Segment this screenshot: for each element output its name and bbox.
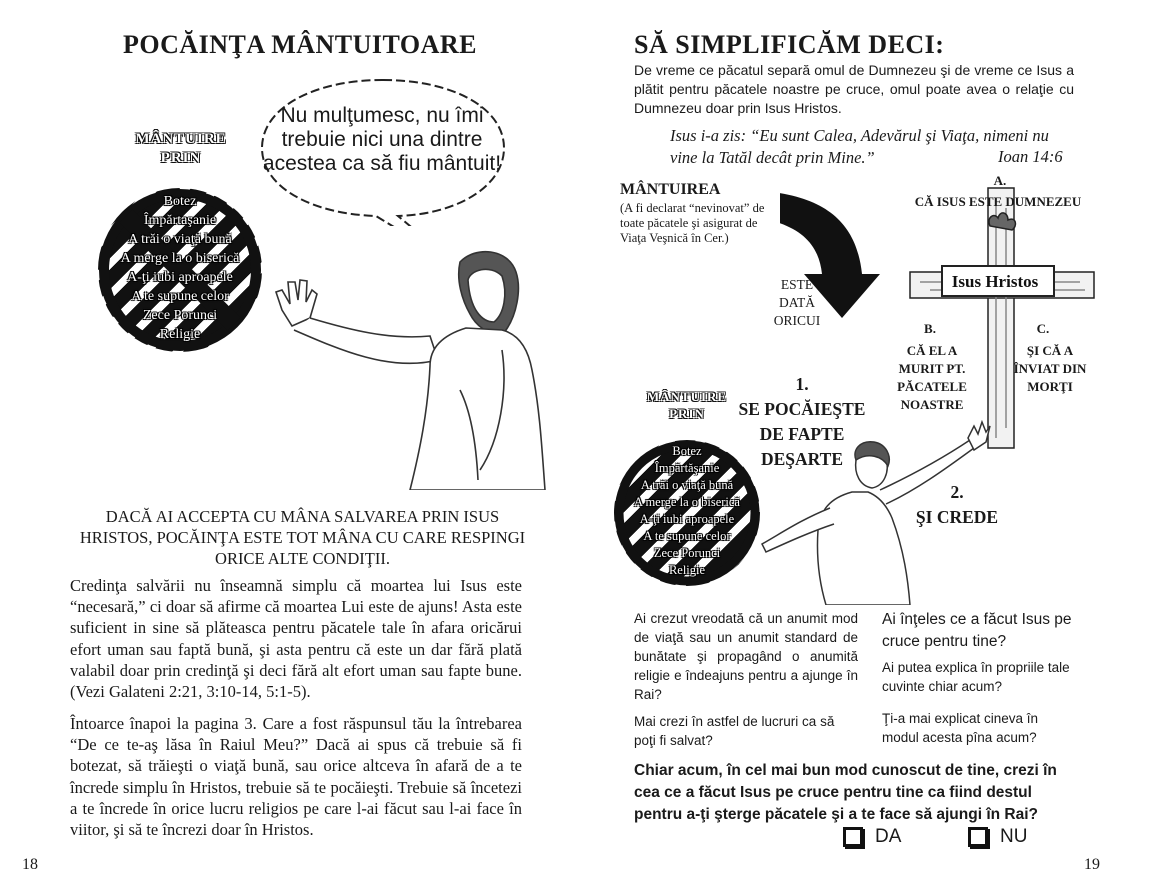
badge-heading: MÂNTUIRE PRIN <box>135 131 227 166</box>
works-item: Religie <box>159 327 201 342</box>
works-item: Botez <box>163 194 197 209</box>
badge-heading: MÂNTUIRE PRIN <box>646 389 728 421</box>
step-1-number: 1. <box>795 374 809 394</box>
works-item: Împărtaşanie <box>143 213 217 228</box>
prohibition-circle <box>98 188 262 352</box>
works-item: Zece Porunci <box>653 546 721 560</box>
works-item: A te supune celor <box>643 529 731 543</box>
works-item: A-ţi iubi aproapele <box>127 270 233 285</box>
step-2-text: ŞI CREDE <box>915 507 999 527</box>
body-paragraph: Întoarce înapoi la pagina 3. Care a fost răspunsul tău la întrebarea “De ce te-aş lăsa în Raiul Meu?” Dacă ai spus că trebuie să fi botezat, să trăieşti o viaţă bună, sau orice altceva în afară de a te încrede simplu în Hristos, trebuie să te pocăieşti. Trebuie să încetezi a te încrede în orice lucru religios pe care l-ai făcut sau l-ai face în viitor, şi să te încrezi doar în Hristos. <box>70 714 522 840</box>
works-item: Împărtăşanie <box>654 461 720 475</box>
page-number: 19 <box>1084 856 1100 873</box>
repentance-statement: DACĂ AI ACCEPTA CU MÂNA SALVAREA PRIN ISUS HRISTOS, POCĂINŢA ESTE TOT MÂNA CU CARE RESPINGI ORICE ALTE CONDIŢII. <box>79 507 526 568</box>
step-1-text: SE POCĂIEŞTE DE FAPTE DEŞARTE <box>738 399 866 469</box>
works-item: A merge la o biserică <box>634 495 740 509</box>
right-page-title: SĂ SIMPLIFICĂM DECI: <box>634 30 945 59</box>
page-number: 18 <box>22 856 38 873</box>
speech-bubble-text: Nu mulţumesc, nu îmi trebuie nici una dintre acestea ca să fiu mântuit! <box>262 104 502 175</box>
salvation-definition: (A fi declarat “nevinovat” de toate păcatele şi asigurat de Viaţa Veşnică în Cer.) <box>620 201 765 245</box>
yes-label: DA <box>875 826 902 847</box>
question-1: Ai crezut vreodată că un anumit mod de viaţă sau un anumit standard de bunătate şi propagând o anumită religie e îndeajuns pentru a ajunge în Rai? <box>634 611 858 702</box>
no-option[interactable] <box>968 826 1027 848</box>
works-item: Religie <box>668 563 706 577</box>
question-3: Ai înţeles ce a făcut Isus pe cruce pentru tine? <box>882 611 1072 650</box>
scripture-quote: Isus i-a zis: “Eu sunt Calea, Adevărul şi Viaţa, nimeni nu vine la Tatăl decât prin Mine.” <box>670 126 1049 167</box>
point-a-label: A. <box>993 173 1007 188</box>
salvation-by-works-badge <box>96 130 266 380</box>
works-item: A merge la o biserică <box>120 251 240 266</box>
salvation-by-works-badge <box>612 388 762 600</box>
works-list <box>98 192 262 344</box>
works-item: A trăi o viaţă bună <box>640 478 734 492</box>
point-b-text: CĂ EL A MURIT PT. PĂCATELE NOASTRE <box>897 343 967 412</box>
left-page-title: POCĂINŢA MÂNTUITOARE <box>122 30 478 59</box>
intro-paragraph: De vreme ce păcatul separă omul de Dumnezeu şi de vreme ce Isus a plătit pentru păcatele noastre pe cruce, omul poate avea o relaţie cu Dumnezeu doar prin Isus Hristos. <box>634 62 1074 116</box>
works-item: A-ţi iubi aproapele <box>639 512 735 526</box>
woman-refusing-illustration <box>270 240 550 490</box>
prohibition-circle <box>614 440 760 586</box>
scripture-reference: Ioan 14:6 <box>998 147 1063 166</box>
woman-reaching-illustration <box>760 420 1020 605</box>
cross-sign-label: Isus Hristos <box>951 272 1039 291</box>
question-4: Ai putea explica în propriile tale cuvinte chiar acum? <box>882 660 1070 694</box>
no-label: NU <box>1000 826 1028 847</box>
final-question: Chiar acum, în cel mai bun mod cunoscut de tine, crezi în cea ce a făcut Isus pe cruce pentru tine ca fiind destul pentru a-ţi şterge păcatele şi a te face să ajungi în Rai? <box>634 762 1057 823</box>
curved-arrow-icon <box>780 190 880 318</box>
checkbox-no[interactable] <box>968 827 988 847</box>
works-item: A trăi o viaţă bună <box>128 232 232 247</box>
body-paragraph: Credinţa salvării nu înseamnă simplu că moartea lui Isus este “necesară,” ci doar să afirme că moartea Lui este de ajuns! Asta este suficient in sine să plăteasca pentru păcatele tale în afara oricărui efort uman sau faptă bună, şi asta pentru că este un dar fără plată valabil doar prin credinţă şi deci fără alt efort uman sau fapte bune. (Vezi Galateni 2:21, 3:10-14, 5:1-5). <box>70 576 522 702</box>
step-2-number: 2. <box>950 482 964 502</box>
works-item: A te supune celor <box>131 289 229 304</box>
yes-option[interactable] <box>843 826 901 848</box>
point-c-label: C. <box>1036 321 1050 336</box>
works-list <box>614 443 760 579</box>
point-a-text: CĂ ISUS ESTE DUMNEZEU <box>914 194 1082 209</box>
works-item: Zece Porunci <box>142 308 218 323</box>
point-b-label: B. <box>924 321 936 336</box>
salvation-heading: MÂNTUIREA <box>620 181 721 198</box>
question-2: Mai crezi în astfel de lucruri ca să poţi fi salvat? <box>634 714 835 748</box>
point-c-text: ŞI CĂ A ÎNVIAT DIN MORŢI <box>1013 343 1087 394</box>
works-item: Botez <box>672 444 702 458</box>
question-5: Ţi-a mai explicat cineva în modul acesta pîna acum? <box>882 711 1039 745</box>
given-to-all-label: ESTE DATĂ ORICUI <box>773 277 821 328</box>
checkbox-yes[interactable] <box>843 827 863 847</box>
